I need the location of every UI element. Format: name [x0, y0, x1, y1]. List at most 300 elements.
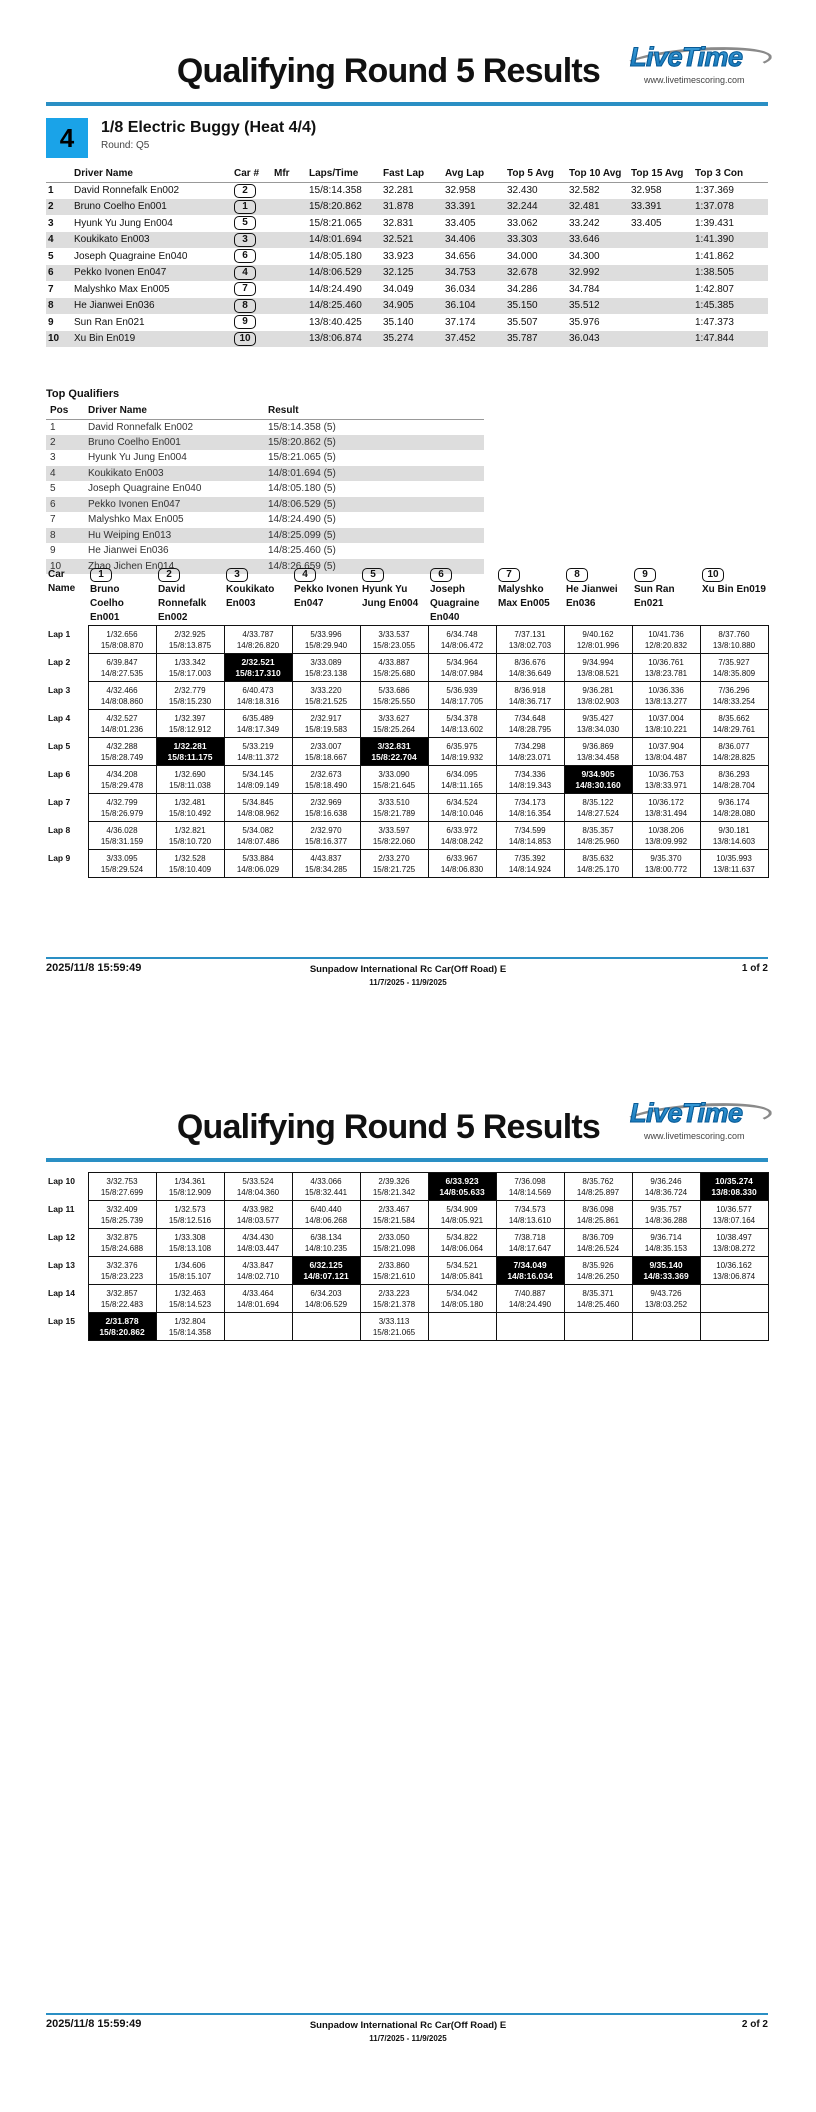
lap-total: 14/8:08.242	[440, 836, 484, 846]
lap-pos-time: 8/36.077	[718, 741, 750, 751]
lap-pos-time: 4/32.466	[106, 685, 138, 695]
lap-cell	[360, 822, 428, 850]
lap-total: 14/8:36.717	[508, 696, 552, 706]
tq-cell: Pekko Ivonen En047	[84, 497, 264, 513]
car-number-badge: 9	[234, 315, 256, 329]
lap-cell	[292, 654, 360, 682]
lap-label: Lap 7	[48, 796, 71, 807]
lap-cell	[224, 766, 292, 794]
tq-cell: 4	[46, 466, 84, 482]
tq-cell: 15/8:21.065 (5)	[268, 452, 336, 464]
lap-cell	[700, 1285, 768, 1313]
footer-rule	[46, 2013, 768, 2015]
lap-cell	[88, 1313, 156, 1341]
tq-cell: David Ronnefalk En002	[88, 421, 194, 433]
lap-pos-time: 5/36.939	[446, 685, 478, 695]
lap-pos-time: 3/33.537	[378, 629, 410, 639]
tq-row	[46, 419, 484, 435]
lap-total: 15/8:23.223	[100, 1271, 144, 1281]
lap-total: 13/8:10.880	[712, 640, 756, 650]
car-number-badge: 2	[158, 568, 180, 582]
results-cell: Joseph Quagraine En040	[74, 250, 188, 262]
lap-chart-driver-header	[564, 568, 632, 626]
lap-total: 14/8:13.610	[508, 1215, 552, 1225]
lap-total: 15/8:21.725	[372, 864, 416, 874]
lap-total: 14/8:06.529	[304, 1299, 348, 1309]
lap-label: Lap 6	[48, 768, 71, 779]
lap-total: 14/8:14.569	[508, 1187, 552, 1197]
lap-cell	[700, 1313, 768, 1341]
lap-total: 14/8:35.153	[644, 1243, 688, 1253]
results-col-header: Car #	[232, 165, 272, 182]
lap-cell	[88, 1173, 156, 1201]
lap-cell	[496, 1257, 564, 1285]
results-col-header: Avg Lap	[443, 165, 505, 182]
tq-row	[46, 450, 484, 466]
lap-row	[46, 1285, 768, 1313]
lap-cell	[496, 626, 564, 654]
lap-cell	[564, 1229, 632, 1257]
lap-cell	[224, 1201, 292, 1229]
lap-row	[46, 1201, 768, 1229]
lap-total: 13/8:23.781	[644, 668, 688, 678]
lap-cell	[496, 682, 564, 710]
lap-total: 14/8:06.064	[440, 1243, 484, 1253]
lap-cell	[360, 1229, 428, 1257]
lap-total: 13/8:03.252	[644, 1299, 688, 1309]
tq-cell: 2	[46, 435, 84, 451]
lap-total: 15/8:21.098	[372, 1243, 416, 1253]
lap-cell	[496, 710, 564, 738]
results-cell: 33.405	[631, 217, 662, 229]
lap-pos-time: 3/33.220	[310, 685, 342, 695]
lap-total: 14/8:16.034	[507, 1270, 553, 1281]
lap-cell	[156, 1313, 224, 1341]
lap-total: 15/8:15.107	[168, 1271, 212, 1281]
lap-cell	[564, 1257, 632, 1285]
lap-pos-time: 1/32.397	[174, 713, 206, 723]
results-cell: 36.104	[443, 298, 505, 315]
lap-cell	[700, 850, 768, 878]
lap-row	[46, 654, 768, 682]
lap-cell	[564, 794, 632, 822]
results-col-header: Top 15 Avg	[629, 165, 693, 182]
results-cell	[629, 281, 693, 298]
footer-event: Sunpadow International Rc Car(Off Road) E	[309, 964, 507, 975]
results-cell: 33.923	[383, 250, 414, 262]
results-cell: 14/8:25.460	[307, 298, 381, 315]
lap-pos-time: 4/32.288	[106, 741, 138, 751]
car-number-badge: 10	[234, 332, 256, 346]
lap-row	[46, 626, 768, 654]
results-cell: 35.507	[507, 316, 538, 328]
results-cell	[232, 199, 272, 216]
lap-cell	[496, 766, 564, 794]
tq-row	[46, 435, 484, 451]
lap-total: 14/8:01.694	[236, 1299, 280, 1309]
lap-total: 15/8:29.524	[100, 864, 144, 874]
results-cell	[232, 331, 272, 348]
driver-name: Joseph Quagraine En040	[430, 584, 480, 623]
lap-total: 14/8:05.841	[440, 1271, 484, 1281]
lap-pos-time: 3/32.409	[106, 1204, 138, 1214]
footer-date: 2025/11/8 15:59:49	[46, 2018, 142, 2030]
lap-pos-time: 8/35.122	[582, 797, 614, 807]
lap-pos-time: 1/32.573	[174, 1204, 206, 1214]
results-cell: Pekko Ivonen En047	[72, 265, 232, 282]
lap-cell	[292, 626, 360, 654]
lap-row	[46, 850, 768, 878]
lap-total: 14/8:28.795	[508, 724, 552, 734]
results-cell: 14/8:01.694	[307, 232, 381, 249]
lap-total: 15/8:12.516	[168, 1215, 212, 1225]
results-cell	[232, 215, 272, 232]
lap-pos-time: 5/33.524	[242, 1176, 274, 1186]
lap-pos-time: 10/35.993	[716, 853, 752, 863]
lap-total: 15/8:22.704	[371, 751, 417, 762]
lap-label: Lap 3	[48, 684, 71, 695]
lap-cell	[224, 710, 292, 738]
lap-total: 13/8:00.772	[644, 864, 688, 874]
results-cell: 32.831	[383, 217, 414, 229]
lap-total: 14/8:17.705	[440, 696, 484, 706]
lap-pos-time: 3/33.089	[310, 657, 342, 667]
lap-cell	[88, 654, 156, 682]
lap-cell	[428, 1285, 496, 1313]
lap-total: 14/8:33.369	[643, 1270, 689, 1281]
lap-cell	[428, 794, 496, 822]
lap-pos-time: 1/32.804	[174, 1316, 206, 1326]
lap-cell	[564, 626, 632, 654]
results-cell	[629, 298, 693, 315]
results-cell: 33.646	[567, 232, 629, 249]
lap-cell	[360, 710, 428, 738]
lap-cell	[632, 1173, 700, 1201]
lap-total: 15/8:21.525	[304, 696, 348, 706]
lap-cell	[564, 682, 632, 710]
lap-row	[46, 794, 768, 822]
lap-total: 14/8:36.724	[644, 1187, 688, 1197]
car-number-badge: 5	[362, 568, 384, 582]
lap-total: 14/8:27.535	[100, 668, 144, 678]
lap-pos-time: 10/37.904	[648, 741, 684, 751]
results-row	[46, 248, 768, 265]
results-row	[46, 265, 768, 282]
lap-total: 14/8:11.372	[237, 752, 279, 762]
lap-total: 14/8:04.360	[236, 1187, 280, 1197]
car-number-badge: 9	[634, 568, 656, 582]
lap-cell	[632, 654, 700, 682]
lap-pos-time: 1/34.606	[174, 1260, 206, 1270]
results-row	[46, 215, 768, 232]
tq-cell: 9	[50, 545, 56, 557]
tq-cell: 10	[46, 559, 84, 575]
lap-pos-time: 1/32.656	[106, 629, 138, 639]
results-cell	[272, 298, 307, 315]
lap-pos-time: 1/32.481	[174, 797, 206, 807]
results-cell	[232, 314, 272, 331]
lap-cell	[360, 682, 428, 710]
lap-chart-driver-header	[428, 568, 496, 626]
results-cell: 32.958	[631, 185, 662, 196]
lap-pos-time: 4/34.208	[106, 769, 138, 779]
results-cell: 32.244	[505, 199, 567, 216]
lap-pos-time: 4/43.837	[310, 853, 342, 863]
lap-pos-time: 9/35.757	[650, 1204, 682, 1214]
lap-pos-time: 4/32.527	[106, 713, 138, 723]
lap-cell	[632, 822, 700, 850]
results-cell: 35.150	[505, 298, 567, 315]
top-qualifiers-title: Top Qualifiers	[46, 388, 120, 400]
driver-name: He Jianwei En036	[566, 584, 618, 609]
lap-total: 14/8:08.962	[236, 808, 280, 818]
lap-pos-time: 1/34.361	[174, 1176, 206, 1186]
driver-name: Bruno Coelho En001	[90, 584, 124, 623]
lap-total: 15/8:11.038	[169, 780, 211, 790]
lap-total: 15/8:25.550	[372, 696, 416, 706]
lap-pos-time: 5/34.042	[446, 1288, 478, 1298]
lap-total: 13/8:10.221	[644, 724, 688, 734]
lap-cell	[156, 822, 224, 850]
lap-total: 15/8:23.055	[372, 640, 416, 650]
car-number-badge: 8	[234, 299, 256, 313]
lap-total: 15/8:21.342	[372, 1187, 416, 1197]
lap-chart-driver-header	[632, 568, 700, 626]
lap-cell	[224, 626, 292, 654]
lap-total: 15/8:21.378	[372, 1299, 416, 1309]
lap-pos-time: 4/33.464	[242, 1288, 274, 1298]
lap-cell	[496, 654, 564, 682]
results-cell: He Jianwei En036	[72, 298, 232, 315]
results-cell	[232, 232, 272, 249]
tq-cell: 14/8:24.490 (5)	[268, 514, 336, 526]
results-cell: 5	[48, 250, 54, 262]
lap-pos-time: 2/32.970	[310, 825, 342, 835]
tq-cell: 3	[50, 452, 56, 464]
footer-event: Sunpadow International Rc Car(Off Road) E	[309, 2020, 507, 2031]
results-col-header: Top 5 Avg	[505, 165, 567, 182]
lap-label: Lap 10	[48, 1175, 75, 1186]
lap-total: 14/8:07.486	[236, 836, 280, 846]
tq-cell: 14/8:25.099 (5)	[264, 528, 484, 544]
results-cell	[272, 215, 307, 232]
lap-cell	[564, 1201, 632, 1229]
lap-total: 14/8:01.236	[100, 724, 144, 734]
lap-cell	[428, 738, 496, 766]
lap-pos-time: 5/34.822	[446, 1232, 478, 1242]
lap-pos-time: 5/34.845	[242, 797, 274, 807]
lap-cell	[292, 1313, 360, 1341]
lap-pos-time: 2/33.467	[378, 1204, 410, 1214]
lap-pos-time: 4/33.787	[242, 629, 274, 639]
tq-cell: Bruno Coelho En001	[84, 435, 264, 451]
lap-cell	[700, 626, 768, 654]
lap-pos-time: 3/33.510	[378, 797, 410, 807]
livetime-logo	[622, 42, 774, 84]
results-cell: 1:47.373	[695, 316, 734, 328]
tq-cell: 14/8:05.180 (5)	[268, 483, 336, 495]
lap-total: 13/8:08.330	[711, 1186, 757, 1197]
results-cell	[232, 265, 272, 282]
lap-total: 12/8:20.832	[644, 640, 688, 650]
lap-pos-time: 5/33.686	[378, 685, 410, 695]
footer-dates: 11/7/2025 - 11/9/2025	[369, 2034, 447, 2043]
lap-total: 14/8:10.235	[304, 1243, 348, 1253]
lap-pos-time: 5/34.378	[446, 713, 478, 723]
lap-label: Lap 4	[48, 712, 71, 723]
lap-label: Lap 9	[48, 852, 71, 863]
lap-cell	[88, 822, 156, 850]
lap-cell	[632, 738, 700, 766]
lap-label: Lap 15	[48, 1315, 75, 1326]
lap-label: Lap 1	[48, 628, 71, 639]
tq-cell: Hyunk Yu Jung En004	[88, 452, 187, 464]
lap-pos-time: 9/36.714	[650, 1232, 682, 1242]
lap-pos-time: 4/36.028	[106, 825, 138, 835]
lap-pos-time: 8/37.760	[718, 629, 750, 639]
lap-pos-time: 8/36.098	[582, 1204, 614, 1214]
lap-cell	[632, 710, 700, 738]
lap-pos-time: 3/32.376	[106, 1260, 138, 1270]
lap-cell	[700, 1229, 768, 1257]
lap-cell	[700, 1201, 768, 1229]
results-cell: 32.521	[381, 232, 443, 249]
results-cell	[272, 265, 307, 282]
logo-word: LiveTime	[630, 42, 743, 72]
lap-cell	[632, 794, 700, 822]
lap-pos-time: 7/38.718	[514, 1232, 546, 1242]
lap-label: Lap 8	[48, 824, 71, 835]
lap-cell	[360, 1313, 428, 1341]
results-cell: Bruno Coelho En001	[72, 199, 232, 216]
lap-cell	[564, 1173, 632, 1201]
tq-row	[46, 528, 484, 544]
lap-total: 14/8:26.820	[236, 640, 280, 650]
driver-name: Pekko Ivonen En047	[294, 584, 359, 609]
lap-cell	[496, 1201, 564, 1229]
lap-cell	[700, 1173, 768, 1201]
results-cell: 3	[48, 217, 54, 229]
lap-total: 14/8:27.524	[576, 808, 620, 818]
results-cell: 35.512	[567, 298, 629, 315]
results-cell: 1:41.862	[695, 250, 734, 262]
results-cell: 33.405	[445, 217, 476, 229]
lap-pos-time: 6/33.972	[446, 825, 478, 835]
lap-pos-time: 5/33.996	[310, 629, 342, 639]
lap-total: 15/8:13.875	[168, 640, 212, 650]
lap-total: 15/8:21.789	[372, 808, 416, 818]
tq-cell: 15/8:14.358 (5)	[268, 421, 336, 433]
lap-total: 14/8:23.071	[508, 752, 552, 762]
tq-cell: He Jianwei En036	[88, 545, 169, 557]
results-table	[46, 165, 768, 347]
lap-pos-time: 8/36.918	[514, 685, 546, 695]
lap-total: 15/8:28.749	[100, 752, 144, 762]
lap-cell	[224, 1285, 292, 1313]
lap-cell	[428, 654, 496, 682]
lap-pos-time: 7/34.573	[514, 1204, 546, 1214]
lap-total: 13/8:31.494	[644, 808, 688, 818]
lap-pos-time: 2/32.969	[310, 797, 342, 807]
results-cell	[629, 331, 693, 348]
tq-cell: Joseph Quagraine En040	[88, 483, 202, 495]
lap-total: 14/8:06.472	[440, 640, 484, 650]
lap-cell	[564, 766, 632, 794]
lap-cell	[360, 626, 428, 654]
lap-cell	[156, 654, 224, 682]
lap-cell	[224, 1257, 292, 1285]
lap-total: 15/8:22.060	[372, 836, 416, 846]
lap-pos-time: 2/33.860	[378, 1260, 410, 1270]
lap-cell	[496, 794, 564, 822]
lap-pos-time: 3/32.857	[106, 1288, 138, 1298]
lap-row	[46, 1257, 768, 1285]
lap-pos-time: 2/32.917	[310, 713, 342, 723]
lap-pos-time: 5/34.964	[446, 657, 478, 667]
results-cell: Sun Ran En021	[74, 316, 145, 328]
results-cell	[272, 199, 307, 216]
lap-pos-time: 7/36.296	[718, 685, 750, 695]
lap-cell	[428, 1173, 496, 1201]
results-cell: 36.034	[445, 283, 476, 295]
lap-cell	[292, 1173, 360, 1201]
lap-cell	[156, 1173, 224, 1201]
lap-total: 14/8:25.861	[576, 1215, 620, 1225]
lap-pos-time: 8/35.371	[582, 1288, 614, 1298]
tq-col-header: Result	[264, 403, 484, 419]
lap-total: 14/8:07.984	[440, 668, 484, 678]
lap-pos-time: 7/35.392	[514, 853, 546, 863]
lap-pos-time: 5/34.521	[446, 1260, 478, 1270]
lap-pos-time: 9/34.905	[581, 768, 615, 779]
lap-cell	[360, 1257, 428, 1285]
lap-pos-time: 8/35.357	[582, 825, 614, 835]
lap-cell	[428, 1257, 496, 1285]
lap-total: 14/8:03.447	[236, 1243, 280, 1253]
results-cell: 35.140	[383, 316, 414, 328]
lap-pos-time: 7/34.049	[513, 1259, 547, 1270]
lap-total: 15/8:10.409	[168, 864, 212, 874]
lap-cell	[564, 822, 632, 850]
lap-cell	[224, 822, 292, 850]
lap-cell	[156, 1257, 224, 1285]
results-header-row	[46, 165, 768, 182]
results-cell	[272, 232, 307, 249]
lap-total: 15/8:12.909	[168, 1187, 212, 1197]
lap-chart-driver-header	[224, 568, 292, 626]
header-rule	[46, 102, 768, 106]
lap-cell	[428, 1229, 496, 1257]
lap-cell	[496, 1229, 564, 1257]
results-cell: 14/8:24.490	[309, 283, 362, 295]
lap-total: 13/8:07.164	[712, 1215, 756, 1225]
lap-pos-time: 6/40.473	[242, 685, 274, 695]
car-number-badge: 1	[234, 200, 256, 214]
lap-pos-time: 2/31.878	[105, 1315, 139, 1326]
results-cell: Koukikato En003	[72, 232, 232, 249]
driver-name: Koukikato En003	[226, 584, 275, 609]
lap-pos-time: 9/36.281	[582, 685, 614, 695]
driver-name: Xu Bin En019	[702, 584, 766, 595]
car-number-badge: 6	[430, 568, 452, 582]
results-cell: 1:45.385	[693, 298, 768, 315]
lap-total: 14/8:36.649	[508, 668, 552, 678]
lap-pos-time: 8/35.662	[718, 713, 750, 723]
lap-pos-time: 7/35.927	[718, 657, 750, 667]
tq-cell: Zhao Jichen En014	[84, 559, 264, 575]
lap-cell	[428, 822, 496, 850]
results-cell: 35.976	[569, 316, 600, 328]
